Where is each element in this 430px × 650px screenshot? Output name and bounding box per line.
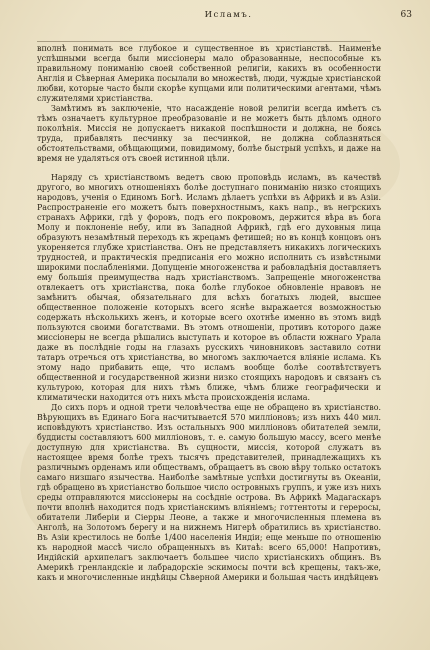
- paragraph-2: Замѣтимъ въ заключеніе, что насажденіе новой религіи всегда имѣетъ съ тѣмъ означаетъ культурное преобразованіе и не можетъ быть дѣломъ одного поколѣнія. Миссія не допускаетъ никакой поспѣшности и должна, не боясь труда, прибавлять песчинку за песчинкой, не должна соблазняться обстоятельствами, обѣщающими, повидимому, болѣе быстрый успѣхъ, и даже на время не удаляться отъ своей истинной цѣли.: [37, 104, 381, 163]
- paragraph-4: До сихъ поръ и одной трети человѣчества еще не обращено въ христіанство. Вѣрующихъ въ Единаго Бога насчитываетсЯ 570 милліоновъ; изъ нихъ 440 мил. исповѣдуютъ христіанство. Изъ остальныхъ 900 милліоновъ обитателей земли, буддисты составляютъ 600 милліоновъ, т. е. самую большую массу, всего менѣе доступную для христіанства. Въ сущности, миссія, которой служатъ въ настоящее время болѣе трехъ тысячъ представителей, принадлежащихъ къ различнымъ орденамъ или обществамъ, обращаетъ въ свою вѣру только остатокъ самаго низшаго язычества. Наиболѣе замѣтные успѣхи достигнуты въ Океаніи, гдѣ обращено въ христіанство большое число островныхъ группъ, и уже изъ нихъ среды отправляются миссіонеры на сосѣдніе острова. Въ Африкѣ Мадагаскаръ почти вполнѣ находится подъ христіанскимъ вліяніемъ; готтентоты и гереросы, обитатели Либеріи и Сіерры Леоне, а также и многочисленныя племена въ Анголѣ, на Золотомъ берегу и на нижнемъ Нигерѣ обратились въ христіанство. Въ Азіи крестилось не болѣе 1/400 населенія Индіи; еще меньше по отношенію къ народной массѣ число обращенныхъ въ Китаѣ: всего 65,000! Напротивъ, Индійскій архипелагъ заключаетъ большее число христіанскихъ общинъ. Въ Америкѣ гренландскіе и лабрадорскіе эскимосы почти всѣ крещены, такъ-же, какъ и многочисленные индѣйцы Сѣверной Америки и большая часть индѣйцевъ: [37, 403, 381, 582]
- page-header: [45, 10, 412, 24]
- running-title: Исламъ.: [204, 10, 253, 20]
- header-rule: [37, 41, 371, 42]
- page-number: 63: [400, 10, 412, 20]
- body-text: [37, 44, 381, 583]
- paragraph-1: вполнѣ понимать все глубокое и существенное въ христіанствѣ. Наименѣе успѣшными всегда были миссіонеры мало образованные, неспособные къ правильному пониманію своей собственной религіи, какихъ въ особенности Англія и Сѣверная Америка посылали во множествѣ, люди, чуждые христіанской любви, которые часто были скорѣе купцами или политическими агентами, чѣмъ служителями христіанства.: [37, 44, 381, 103]
- paragraph-3: Наряду съ христіанствомъ ведетъ свою проповѣдь исламъ, въ качествѣ другого, во многихъ отношеніяхъ болѣе доступнаго пониманію низко стоящихъ народовъ, ученія о Единомъ Богѣ. Исламъ дѣлаетъ успѣхи въ Африкѣ и въ Азіи. Распространеніе его можетъ быть поверхностнымъ, какъ напр., въ негрскихъ странахъ Африки, гдѣ у форовъ, подъ его покровомъ, держится вѣра въ бога Молу и поклоненіе небу, или въ Западной Африкѣ, гдѣ его духовныя лица образуютъ незамѣтный переходъ къ жрецамъ фетишей; но въ концѣ концовъ онъ укореняется глубже христіанства. Онъ не представляетъ никакихъ логическихъ трудностей, и практическія предписанія его можно исполнить съ извѣстными широкими послабленіями. Допущеніе многоженства и рабовладѣнія доставляетъ ему большія преимущества надъ христіанствомъ. Запрещеніе многоженства отвлекаетъ отъ христіанства, пока болѣе глубокое обновленіе нравовъ не замѣнитъ обычая, обязательнаго для всѣхъ богатыхъ людей, высшее общественное положеніе которыхъ всего яснѣе выражается возможностью содержать нѣсколькихъ женъ, и которые всего охотнѣе именно въ этомъ видѣ пользуются своими богатствами. Въ этомъ отношеніи, противъ которого даже миссіонеры не всегда рѣшались выступать и которое въ области южнаго Урала даже въ послѣдніе годы на глазахъ русскихъ чиновниковъ заставило сотни татаръ отречься отъ христіанства, во многомъ заключается вліяніе ислама. Къ этому надо прибавить еще, что исламъ вообще болѣе соотвѣтствуетъ общественной и государственной жизни низко стоящихъ народовъ и связанъ съ культурою, которая для нихъ тѣмъ ближе, чѣмъ ближе географически и климатически находится отъ нихъ мѣста происхожденія ислама.: [37, 173, 381, 402]
